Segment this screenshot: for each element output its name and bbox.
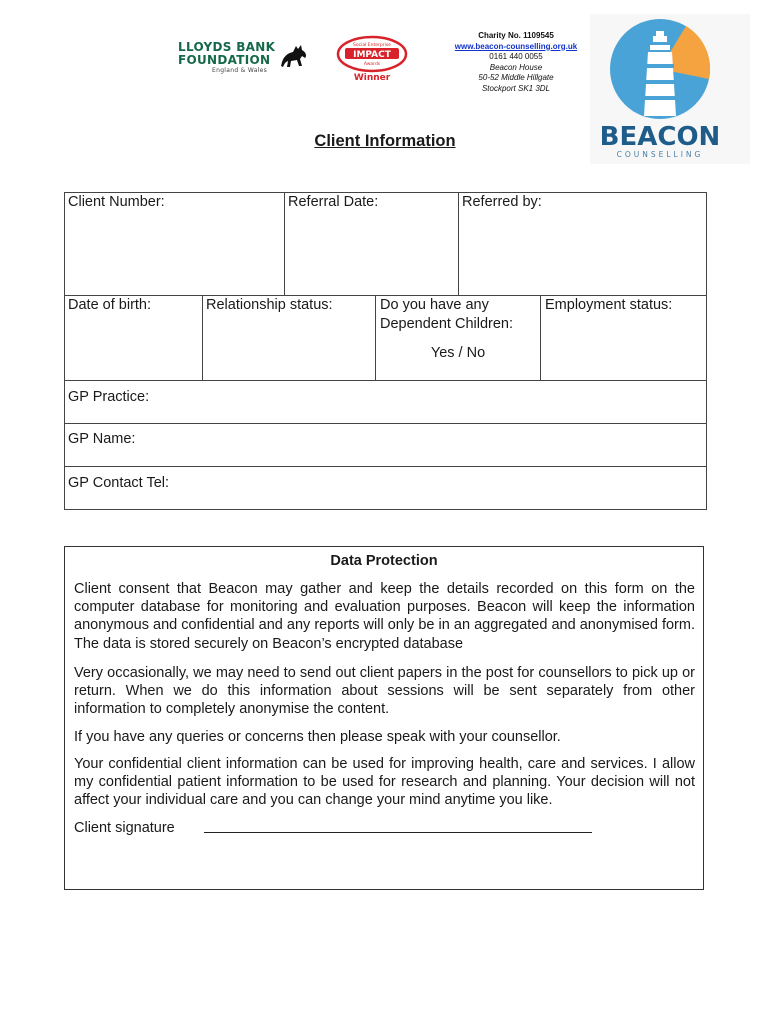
phone-number: 0161 440 0055 xyxy=(489,52,543,61)
charity-info xyxy=(444,31,588,94)
data-protection-title: Data Protection xyxy=(330,553,438,569)
lloyds-logo-line2: FOUNDATION xyxy=(178,53,271,67)
relationship-status-field[interactable]: Relationship status: xyxy=(206,297,333,313)
form-col-divider xyxy=(458,192,459,296)
confidential-info-paragraph: Your confidential client information can be used for improving health, care and services. I allow my confidential patient information to be used for research and planning. Your decision will not affect your individual care and you can change your mind anytime you like. xyxy=(74,756,695,809)
form-row-divider xyxy=(64,423,706,424)
impact-winner-text: Winner xyxy=(353,73,391,83)
employment-status-field[interactable]: Employment status: xyxy=(545,297,673,313)
gp-contact-tel-field[interactable]: GP Contact Tel: xyxy=(68,475,170,491)
beacon-logo-name: BEACON xyxy=(599,122,721,152)
date-of-birth-field[interactable]: Date of birth: xyxy=(68,297,152,313)
form-row-divider xyxy=(64,380,706,381)
dependent-children-label-2: Dependent Children: xyxy=(380,316,514,332)
address-line-1: Beacon House xyxy=(489,62,543,72)
data-protection-box xyxy=(64,546,704,890)
post-paragraph: Very occasionally, we may need to send out client papers in the post for counsellors to pick up or return. When we do this information about sessions will be sent separately from other information to completely anonymise the content. xyxy=(74,665,695,718)
impact-main-text: IMPACT xyxy=(353,50,391,60)
form-col-divider xyxy=(284,192,285,296)
consent-paragraph: Client consent that Beacon may gather and keep the details recorded on this form on the computer database for monitoring and evaluation purposes. Beacon will keep the information anonymous and confidential and any reports will only be in an aggregated and anonymised form. The data is stored securely on Beacon’s encrypted database xyxy=(74,581,695,652)
referral-date-field[interactable]: Referral Date: xyxy=(288,194,379,210)
impact-sub-text: Awards xyxy=(363,62,381,67)
impact-award-badge xyxy=(336,35,408,83)
yes-no-option[interactable]: Yes / No xyxy=(430,345,486,361)
form-col-divider xyxy=(202,295,203,381)
lloyds-bank-foundation-logo xyxy=(178,40,310,76)
black-horse-icon xyxy=(278,40,310,72)
charity-number: Charity No. 1109545 xyxy=(478,31,554,40)
referred-by-field[interactable]: Referred by: xyxy=(462,194,542,210)
page-title: Client Information xyxy=(314,132,456,150)
client-signature-field[interactable] xyxy=(204,832,592,833)
impact-top-text: Social Enterprise xyxy=(353,43,391,48)
website-link[interactable]: www.beacon-counselling.org.uk xyxy=(454,41,578,51)
client-signature-label: Client signature xyxy=(74,820,175,836)
gp-name-field[interactable]: GP Name: xyxy=(68,431,136,447)
form-col-divider xyxy=(375,295,376,381)
lloyds-logo-line3: England & Wales xyxy=(212,67,268,74)
address-line-2: 50-52 Middle Hillgate xyxy=(478,73,554,82)
form-row-divider xyxy=(64,466,706,467)
queries-paragraph: If you have any queries or concerns then please speak with your counsellor. xyxy=(74,729,561,745)
client-number-field[interactable]: Client Number: xyxy=(68,194,165,210)
address-line-3: Stockport SK1 3DL xyxy=(481,83,551,93)
lloyds-logo-line1: LLOYDS BANK xyxy=(178,40,276,54)
form-col-divider xyxy=(540,295,541,381)
gp-practice-field[interactable]: GP Practice: xyxy=(68,389,150,405)
dependent-children-label-1: Do you have any xyxy=(380,297,489,313)
beacon-logo-tagline: COUNSELLING xyxy=(616,150,704,159)
